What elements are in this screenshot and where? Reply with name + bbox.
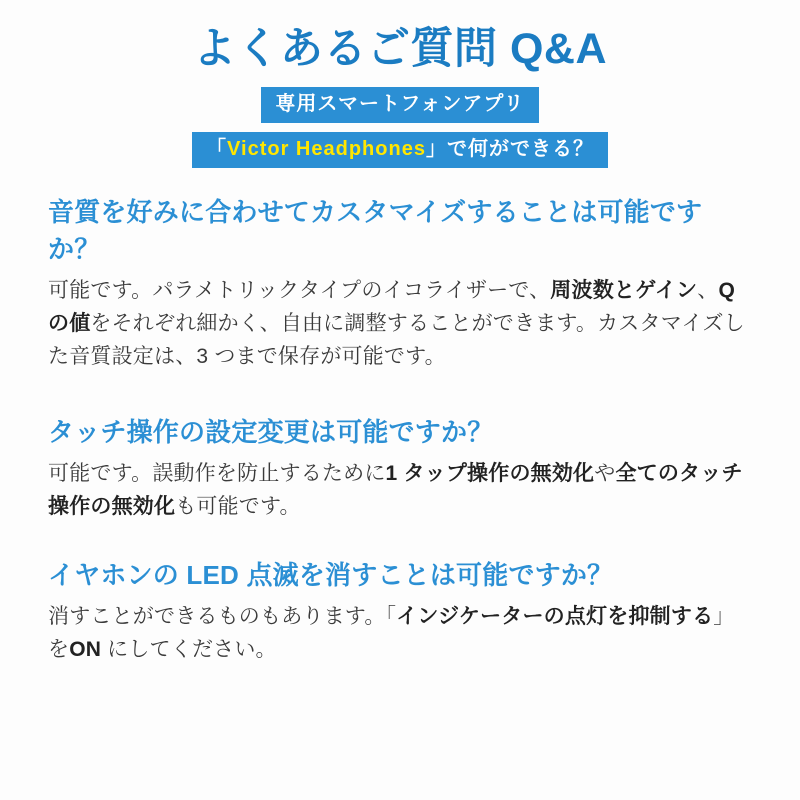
answer-emphasis: 1 タップ操作の無効化 [385,461,595,485]
faq-question: タッチ操作の設定変更は可能ですか？ [48,416,494,447]
subtitle-band-question [192,132,608,168]
faq-answer [48,600,752,666]
faq-answer [48,274,752,374]
band-app-name: Victor Headphones [227,138,426,161]
answer-text: 消すことができるものもあります。「 [48,604,397,628]
answer-text: をそれぞれ細かく、自由に調整することができます。カスタマイズした音質設定は、3 つまで保存が可能です。 [48,312,745,369]
answer-emphasis: 全てのタッチ操作の無効化 [48,461,743,518]
answer-text: にしてください。 [101,637,277,661]
answer-emphasis: インジケーターの点灯を抑制する [396,604,714,628]
answer-text: や [594,461,616,485]
answer-emphasis: 周波数とゲイン [550,279,698,303]
answer-emphasis: ON [69,637,102,661]
answer-text: 」を [48,604,735,661]
faq-list [0,168,800,666]
faq-question: イヤホンの LED 点滅を消すことは可能ですか？ [48,559,614,590]
faq-answer [48,457,752,523]
subtitle-band-app: 専用スマートフォンアプリ [261,87,538,123]
answer-text: 可能です。誤動作を防止するために [48,461,386,485]
page-title: よくあるご質問 Q&A [193,25,607,73]
page-header [0,0,800,168]
answer-text: 可能です。パラメトリックタイプのイコライザーで、 [48,279,551,303]
answer-emphasis: Q の値 [48,279,735,336]
faq-item [48,557,752,666]
faq-item [48,194,752,373]
faq-question: 音質を好みに合わせてカスタマイズすることは可能ですか？ [48,197,703,265]
faq-item [48,414,752,523]
subtitle-bands [0,87,800,168]
answer-text: 、 [697,279,719,303]
band-suffix: 」で何ができる？ [425,138,594,161]
answer-text: も可能です。 [175,494,301,518]
band-prefix: 「 [206,138,228,161]
